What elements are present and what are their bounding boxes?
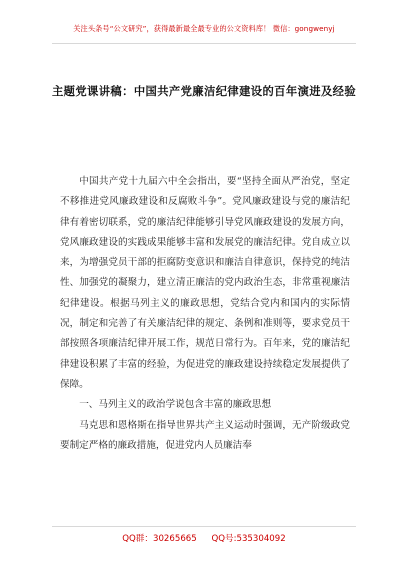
header-banner: 关注头条号“公文研究”，获得最新最全最专业的公文资料库！ 微信：gongwenyj (73, 24, 335, 33)
footer (0, 532, 408, 544)
document-body (60, 172, 350, 456)
footer-qq-group: QQ群：30265665 (122, 534, 197, 544)
footer-qq-number: QQ号:535304092 (211, 534, 286, 544)
footer-divider (52, 526, 356, 527)
document-title: 主题党课讲稿：中国共产党廉洁纪律建设的百年演进及经验 (51, 85, 357, 98)
body-paragraph: 马克思和恩格斯在指导世界共产主义运动时强调，无产阶级政党要制定严格的廉政措施，促进党内人员廉洁奉 (60, 419, 350, 451)
body-paragraph: 中国共产党十九届六中全会指出，要“坚持全面从严治党，坚定不移推进党风廉政建设和反腐败斗争”。党风廉政建设与党的廉洁纪律有着密切联系，党的廉洁纪律能够引导党风廉政建设的发展方向，党风廉政建设的实践成果能够丰富和发展党的廉洁纪律。党自成立以来，为增强党员干部的拒腐防变意识和廉洁自律意识，保持党的纯洁性、加强党的凝聚力，建立清正廉洁的党内政治生态，非常重视廉洁纪律建设。根据马列主义的廉政思想，党结合党内和国内的实际情况，制定和完善了有关廉洁纪律的规定、条例和准则等，要求党员干部按照各项廉洁纪律开展工作，规范日常行为。百年来，党的廉洁纪律建设积累了丰富的经验，为促进党的廉政建设持续稳定发展提供了保障。 (60, 176, 350, 390)
section-heading: 一、马列主义的政治学说包含丰富的廉政思想 (79, 399, 272, 411)
header-divider (52, 43, 356, 44)
